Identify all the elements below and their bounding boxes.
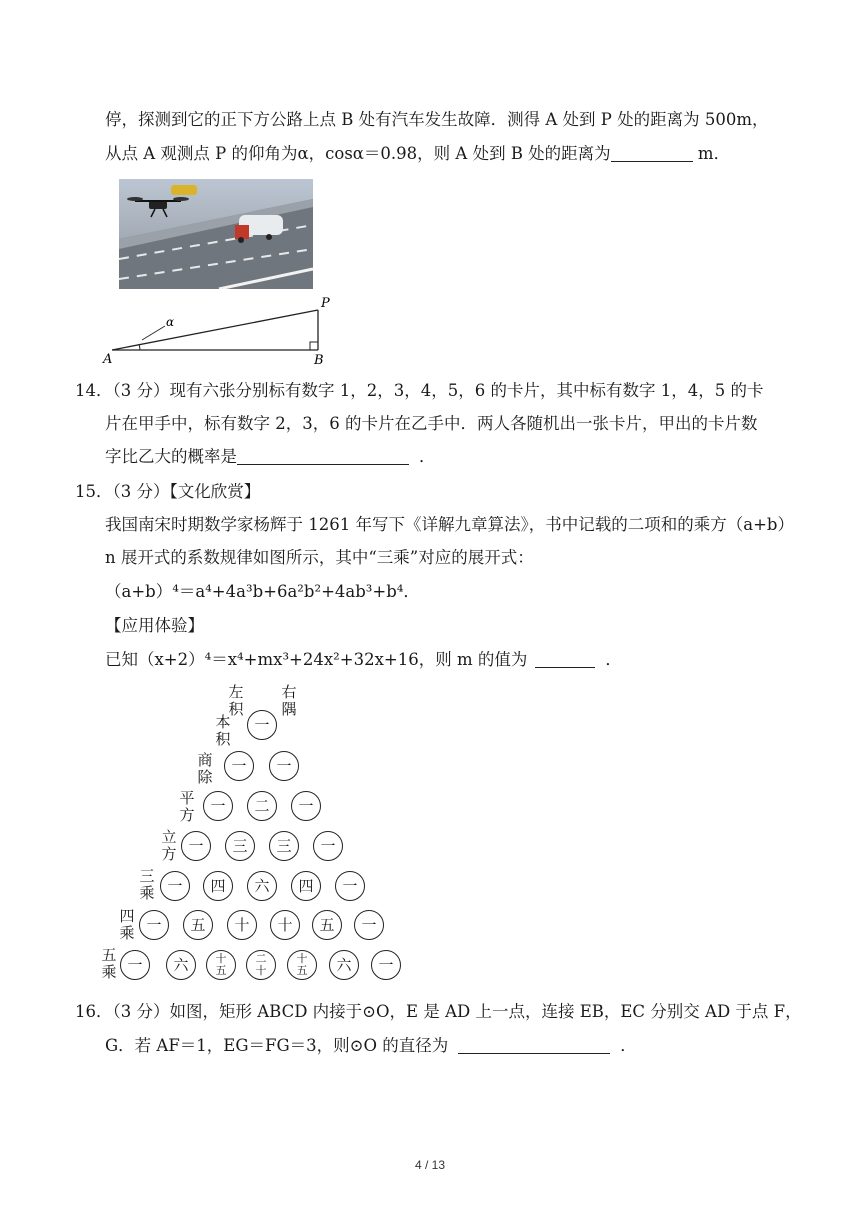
coefficient-circle: 十 [227,910,257,940]
drone-highway-photo [119,179,313,289]
coefficient-circle: 一 [203,791,233,821]
coefficient-circle: 四 [291,871,321,901]
q14-line2: 片在甲手中，标有数字 2，3，6 的卡片在乙手中．两人各随机出一张卡片，甲出的卡片数 [105,414,758,433]
q16-line2 [105,1036,637,1056]
row-label: 本 积 [215,713,231,748]
q15-line1: 15．（3 分）【文化欣赏】 [75,482,261,501]
q15-line6-text: 已知（x+2）⁴＝x⁴+mx³+24x²+32x+16，则 m 的值为 [105,650,528,669]
coefficient-circle: 六 [247,871,277,901]
coefficient-circle: 六 [329,950,359,980]
row-label: 商 除 [197,751,213,786]
q14-line3-text: 字比乙大的概率是 [105,447,237,466]
row-label: 立 方 [161,828,177,863]
q15-line3: n 展开式的系数规律如图所示，其中“三乘”对应的展开式： [105,548,534,567]
coefficient-circle: 一 [224,751,254,781]
q13-line2-unit: m． [692,144,731,163]
point-p-label: P [321,296,330,311]
coefficient-circle: 一 [181,831,211,861]
point-b-label: B [314,353,324,368]
coefficient-circle: 一 [120,950,150,980]
coefficient-circle: 一 [160,871,190,901]
q13-line2 [105,144,730,164]
coefficient-circle: 一 [354,910,384,940]
q16-line2-text: G．若 AF＝1，EG＝FG＝3，则⊙O 的直径为 [105,1036,449,1055]
coefficient-circle: 四 [203,871,233,901]
elevation-angle-diagram [100,293,340,368]
coefficient-circle: 十 五 [287,950,317,980]
coefficient-circle: 一 [313,831,343,861]
q15-period: ． [605,650,622,669]
coefficient-circle: 一 [335,871,365,901]
top-left-label: 左 积 [228,683,244,718]
q16-answer-blank [458,1037,610,1054]
coefficient-circle: 二 [247,791,277,821]
row-label: 五 乘 [101,946,117,981]
row-label: 四 乘 [119,907,135,942]
coefficient-circle: 十 五 [206,950,236,980]
alpha-label: α [166,315,175,329]
coefficient-circle: 一 [269,751,299,781]
q15-line4: （a+b）⁴＝a⁴+4a³b+6a²b²+4ab³+b⁴． [105,582,420,601]
q13-line1: 停，探测到它的正下方公路上点 B 处有汽车发生故障．测得 A 处到 P 处的距离为 500m， [105,110,769,129]
q15-answer-blank [535,651,595,668]
q14-line3 [105,447,436,467]
page-number: 4 / 13 [414,1158,446,1172]
coefficient-circle: 三 [269,831,299,861]
point-a-label: A [103,352,113,367]
coefficient-circle: 一 [139,910,169,940]
q15-line6 [105,650,622,670]
coefficient-circle: 五 [312,910,342,940]
q14-line1: 14．（3 分）现有六张分别标有数字 1，2，3，4，5，6 的卡片，其中标有数字 1，4，5 的卡 [75,381,764,400]
q13-answer-blank [611,145,693,162]
coefficient-circle: 一 [371,950,401,980]
q13-line2-text: 从点 A 观测点 P 的仰角为α，cosα＝0.98，则 A 处到 B 处的距离为 [105,144,611,163]
q15-line5: 【应用体验】 [105,616,204,635]
q14-period: ． [419,447,436,466]
coefficient-circle: 二 十 [246,950,276,980]
q15-line2: 我国南宋时期数学家杨辉于 1261 年写下《详解九章算法》，书中记载的二项和的乘方（a+b） [105,515,794,534]
top-right-label: 右 隅 [281,683,297,718]
row-label: 三 乘 [139,867,155,902]
coefficient-circle: 一 [291,791,321,821]
coefficient-circle: 五 [183,910,213,940]
coefficient-circle: 三 [225,831,255,861]
coefficient-circle: 一 [247,710,277,740]
coefficient-circle: 十 [270,910,300,940]
row-label: 平 方 [179,789,195,824]
q14-answer-blank [237,448,409,465]
q16-line1: 16．（3 分）如图，矩形 ABCD 内接于⊙O，E 是 AD 上一点，连接 EB，EC 分别交 AD 于点 F， [75,1002,802,1021]
coefficient-circle: 六 [166,950,196,980]
q16-period: ． [620,1036,637,1055]
